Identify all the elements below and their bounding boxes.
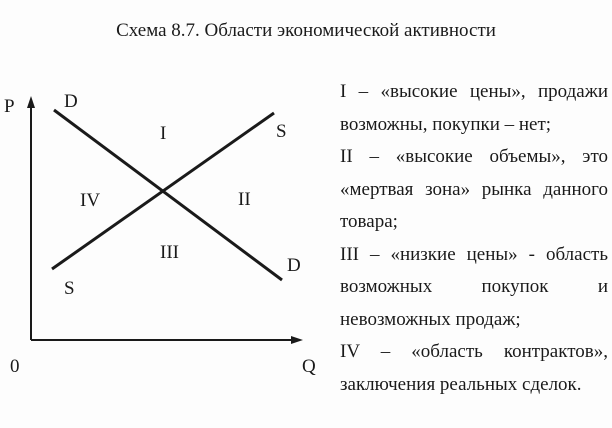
region-label-I: I bbox=[160, 123, 167, 144]
region-label-II: II bbox=[238, 189, 251, 210]
legend-item-III: III – «низкие цены» - область возможных покупок и невозможных продаж; bbox=[340, 243, 608, 330]
demand-label-bottom: D bbox=[287, 255, 301, 276]
region-legend bbox=[340, 76, 608, 401]
legend-item-I: I – «высокие цены», продажи возможны, покупки – нет; bbox=[340, 81, 608, 135]
demand-label-top: D bbox=[64, 91, 78, 112]
supply-label-bottom: S bbox=[64, 278, 75, 299]
figure-title: Схема 8.7. Области экономической активности bbox=[116, 20, 496, 41]
y-axis-arrow bbox=[27, 96, 35, 108]
region-label-IV: IV bbox=[80, 190, 101, 211]
axis-x-label: Q bbox=[302, 356, 316, 377]
legend-item-II: II – «высокие объемы», это «мертвая зона» рынка данного товара; bbox=[340, 146, 608, 232]
x-axis-arrow bbox=[291, 336, 303, 344]
origin-label: 0 bbox=[10, 356, 20, 377]
supply-label-top: S bbox=[276, 121, 287, 142]
region-label-III: III bbox=[160, 242, 179, 263]
axis-y-label: P bbox=[4, 96, 15, 117]
legend-item-IV: IV – «область контрактов», заключения реальных сделок. bbox=[340, 341, 608, 395]
